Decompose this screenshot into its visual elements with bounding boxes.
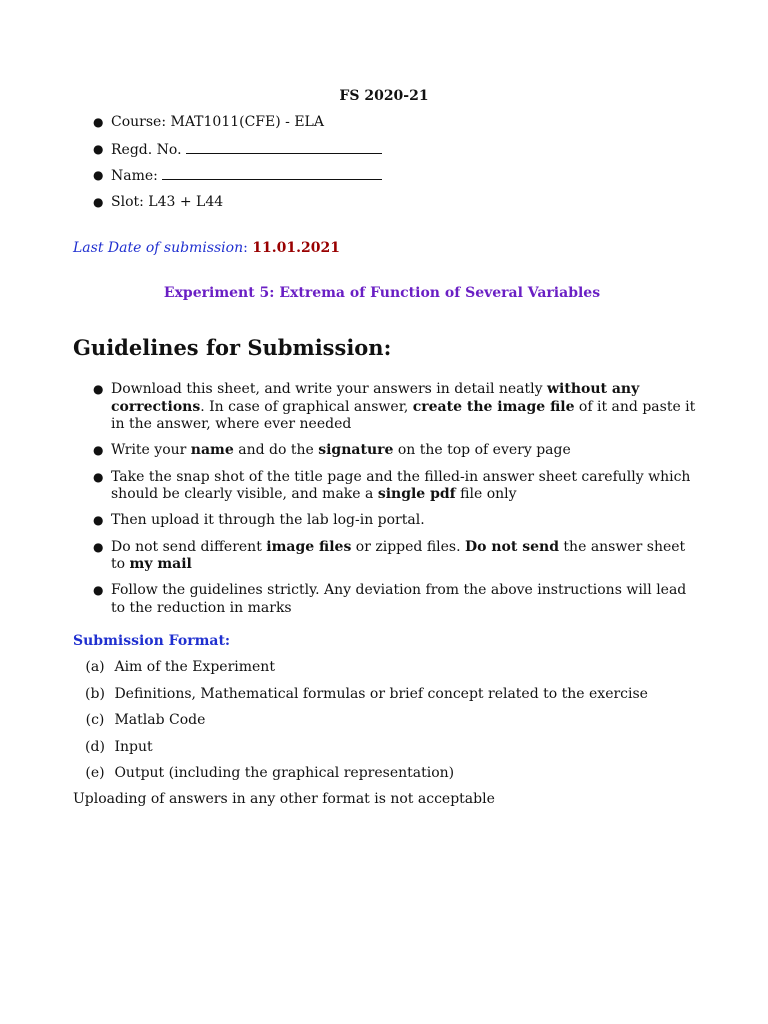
bullet-icon: ● [93, 443, 104, 457]
guideline-text: . In case of graphical answer, [200, 398, 413, 415]
format-item [80, 657, 648, 684]
submission-deadline [73, 238, 340, 258]
guideline-item [93, 582, 703, 617]
guideline-emphasis: single pdf [377, 486, 456, 502]
guideline-text: the answer sheet to [111, 538, 686, 572]
guideline-emphasis: name [190, 442, 234, 458]
name-item [93, 165, 382, 192]
guideline-text: Download this sheet, and write your answers in detail neatly [111, 381, 547, 397]
guideline-text: of it and paste it in the answer, where ever needed [111, 398, 696, 432]
format-item [80, 737, 648, 764]
format-item [80, 710, 648, 737]
guideline-emphasis: image files [266, 538, 352, 555]
bullet-icon: ● [93, 469, 104, 484]
slot-text: Slot: L43 + L44 [111, 193, 224, 210]
format-text: Definitions, Mathematical formulas or brief concept related to the exercise [114, 685, 648, 702]
guidelines-heading: Guidelines for Submission: [73, 335, 392, 360]
guideline-text: on the top of every page [393, 442, 571, 458]
bullet-icon: ● [93, 513, 104, 527]
bullet-icon: ● [93, 141, 104, 156]
guideline-emphasis: without any corrections [111, 381, 640, 415]
format-item [80, 684, 648, 711]
submission-format-heading: Submission Format: [73, 633, 231, 649]
format-text: Matlab Code [114, 712, 206, 728]
format-text: Input [114, 738, 153, 755]
guideline-item [93, 469, 703, 504]
name-label: Name: [111, 168, 158, 184]
guideline-item [93, 539, 703, 574]
guideline-emphasis: my mail [129, 556, 192, 572]
closing-note: Uploading of answers in any other format is not acceptable [73, 791, 495, 807]
regd-blank-line[interactable] [186, 139, 382, 154]
guideline-text: Do not send different [111, 538, 267, 555]
name-blank-line[interactable] [162, 165, 382, 180]
student-info-list [93, 112, 382, 218]
format-marker: (b) [85, 685, 105, 702]
slot-item [93, 192, 382, 219]
guideline-text: or zipped files. [351, 538, 466, 555]
guideline-text: Write your [111, 442, 191, 458]
format-text: Aim of the Experiment [114, 659, 275, 675]
bullet-icon: ● [93, 115, 104, 129]
course-text: Course: MAT1011(CFE) - ELA [111, 114, 324, 130]
bullet-icon: ● [93, 194, 104, 209]
guidelines-list [93, 381, 703, 617]
format-marker: (a) [85, 659, 105, 675]
guideline-item [93, 442, 703, 460]
experiment-title: Experiment 5: Extrema of Function of Several Variables [163, 285, 601, 301]
submission-format-list [80, 657, 648, 790]
bullet-icon: ● [93, 168, 104, 182]
guideline-text: and do the [233, 442, 319, 458]
deadline-date: 11.01.2021 [252, 240, 340, 256]
regd-label: Regd. No. [111, 141, 182, 158]
guideline-emphasis: signature [318, 442, 394, 458]
format-text: Output (including the graphical representation) [114, 765, 455, 781]
deadline-label: Last Date of submission [73, 240, 244, 256]
term-heading: FS 2020-21 [339, 88, 429, 104]
guideline-text: file only [455, 486, 517, 502]
guideline-emphasis: create the image file [412, 398, 575, 415]
guideline-item [93, 381, 703, 434]
format-marker: (c) [85, 712, 105, 728]
bullet-icon: ● [93, 539, 104, 554]
regd-item [93, 139, 382, 166]
deadline-colon: : [243, 240, 248, 256]
guideline-item [93, 512, 703, 530]
guideline-text: Follow the guidelines strictly. Any deviation from the above instructions will lead to the reduction in marks [111, 582, 687, 616]
guideline-text: Then upload it through the lab log-in portal. [111, 512, 425, 528]
guideline-emphasis: Do not send [465, 538, 559, 555]
format-marker: (d) [85, 738, 105, 755]
course-item [93, 112, 382, 139]
guideline-text: Take the snap shot of the title page and the filled-in answer sheet carefully which should be clearly visible, and make a [111, 468, 691, 502]
bullet-icon: ● [93, 583, 104, 597]
bullet-icon: ● [93, 382, 104, 396]
format-item [80, 763, 648, 790]
format-marker: (e) [85, 765, 105, 781]
